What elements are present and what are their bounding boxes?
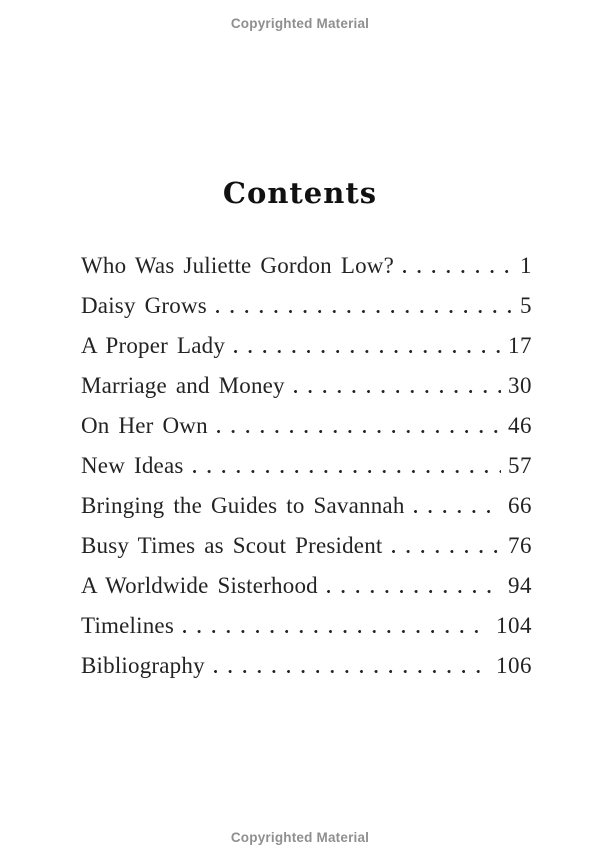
toc-row <box>81 406 532 446</box>
toc-entry-label: Marriage and Money <box>81 373 285 398</box>
toc-row <box>81 366 532 406</box>
toc-entry-label: New Ideas <box>81 453 184 478</box>
dot-leader <box>234 350 501 353</box>
toc-entry-page: 104 <box>496 613 532 638</box>
toc-entry-label: Timelines <box>81 613 174 638</box>
toc-entry-label: Daisy Grows <box>81 293 207 318</box>
dot-leader <box>217 430 501 433</box>
toc-entry-label: Bibliography <box>81 653 205 678</box>
copyright-notice-top: Copyrighted Material <box>230 16 370 31</box>
toc-entry-label: A Worldwide Sisterhood <box>81 573 318 598</box>
table-of-contents <box>81 246 532 686</box>
toc-entry-page: 106 <box>496 653 532 678</box>
dot-leader <box>193 470 501 473</box>
toc-row <box>81 326 532 366</box>
toc-row <box>81 286 532 326</box>
page-title: Contents <box>222 176 378 210</box>
toc-row <box>81 446 532 486</box>
dot-leader <box>216 310 513 313</box>
toc-row <box>81 566 532 606</box>
dot-leader <box>414 510 501 513</box>
toc-entry-page: 46 <box>508 413 532 438</box>
toc-entry-label: On Her Own <box>81 413 208 438</box>
toc-entry-page: 17 <box>508 333 532 358</box>
toc-entry-label: Busy Times as Scout President <box>81 533 383 558</box>
dot-leader <box>294 390 501 393</box>
toc-row <box>81 646 532 686</box>
toc-row <box>81 606 532 646</box>
toc-row <box>81 246 532 286</box>
dot-leader <box>392 550 501 553</box>
toc-entry-page: 57 <box>508 453 532 478</box>
toc-entry-page: 30 <box>508 373 532 398</box>
dot-leader <box>327 590 501 593</box>
toc-entry-label: Who Was Juliette Gordon Low? <box>81 253 394 278</box>
toc-entry-page: 94 <box>508 573 532 598</box>
dot-leader <box>183 630 489 633</box>
toc-entry-page: 1 <box>520 253 532 278</box>
toc-entry-page: 76 <box>508 533 532 558</box>
toc-entry-label: Bringing the Guides to Savannah <box>81 493 405 518</box>
dot-leader <box>214 670 489 673</box>
toc-entry-page: 66 <box>508 493 532 518</box>
dot-leader <box>403 270 513 273</box>
toc-row <box>81 486 532 526</box>
copyright-notice-bottom: Copyrighted Material <box>230 830 370 845</box>
toc-entry-page: 5 <box>520 293 532 318</box>
toc-row <box>81 526 532 566</box>
toc-entry-label: A Proper Lady <box>81 333 226 358</box>
